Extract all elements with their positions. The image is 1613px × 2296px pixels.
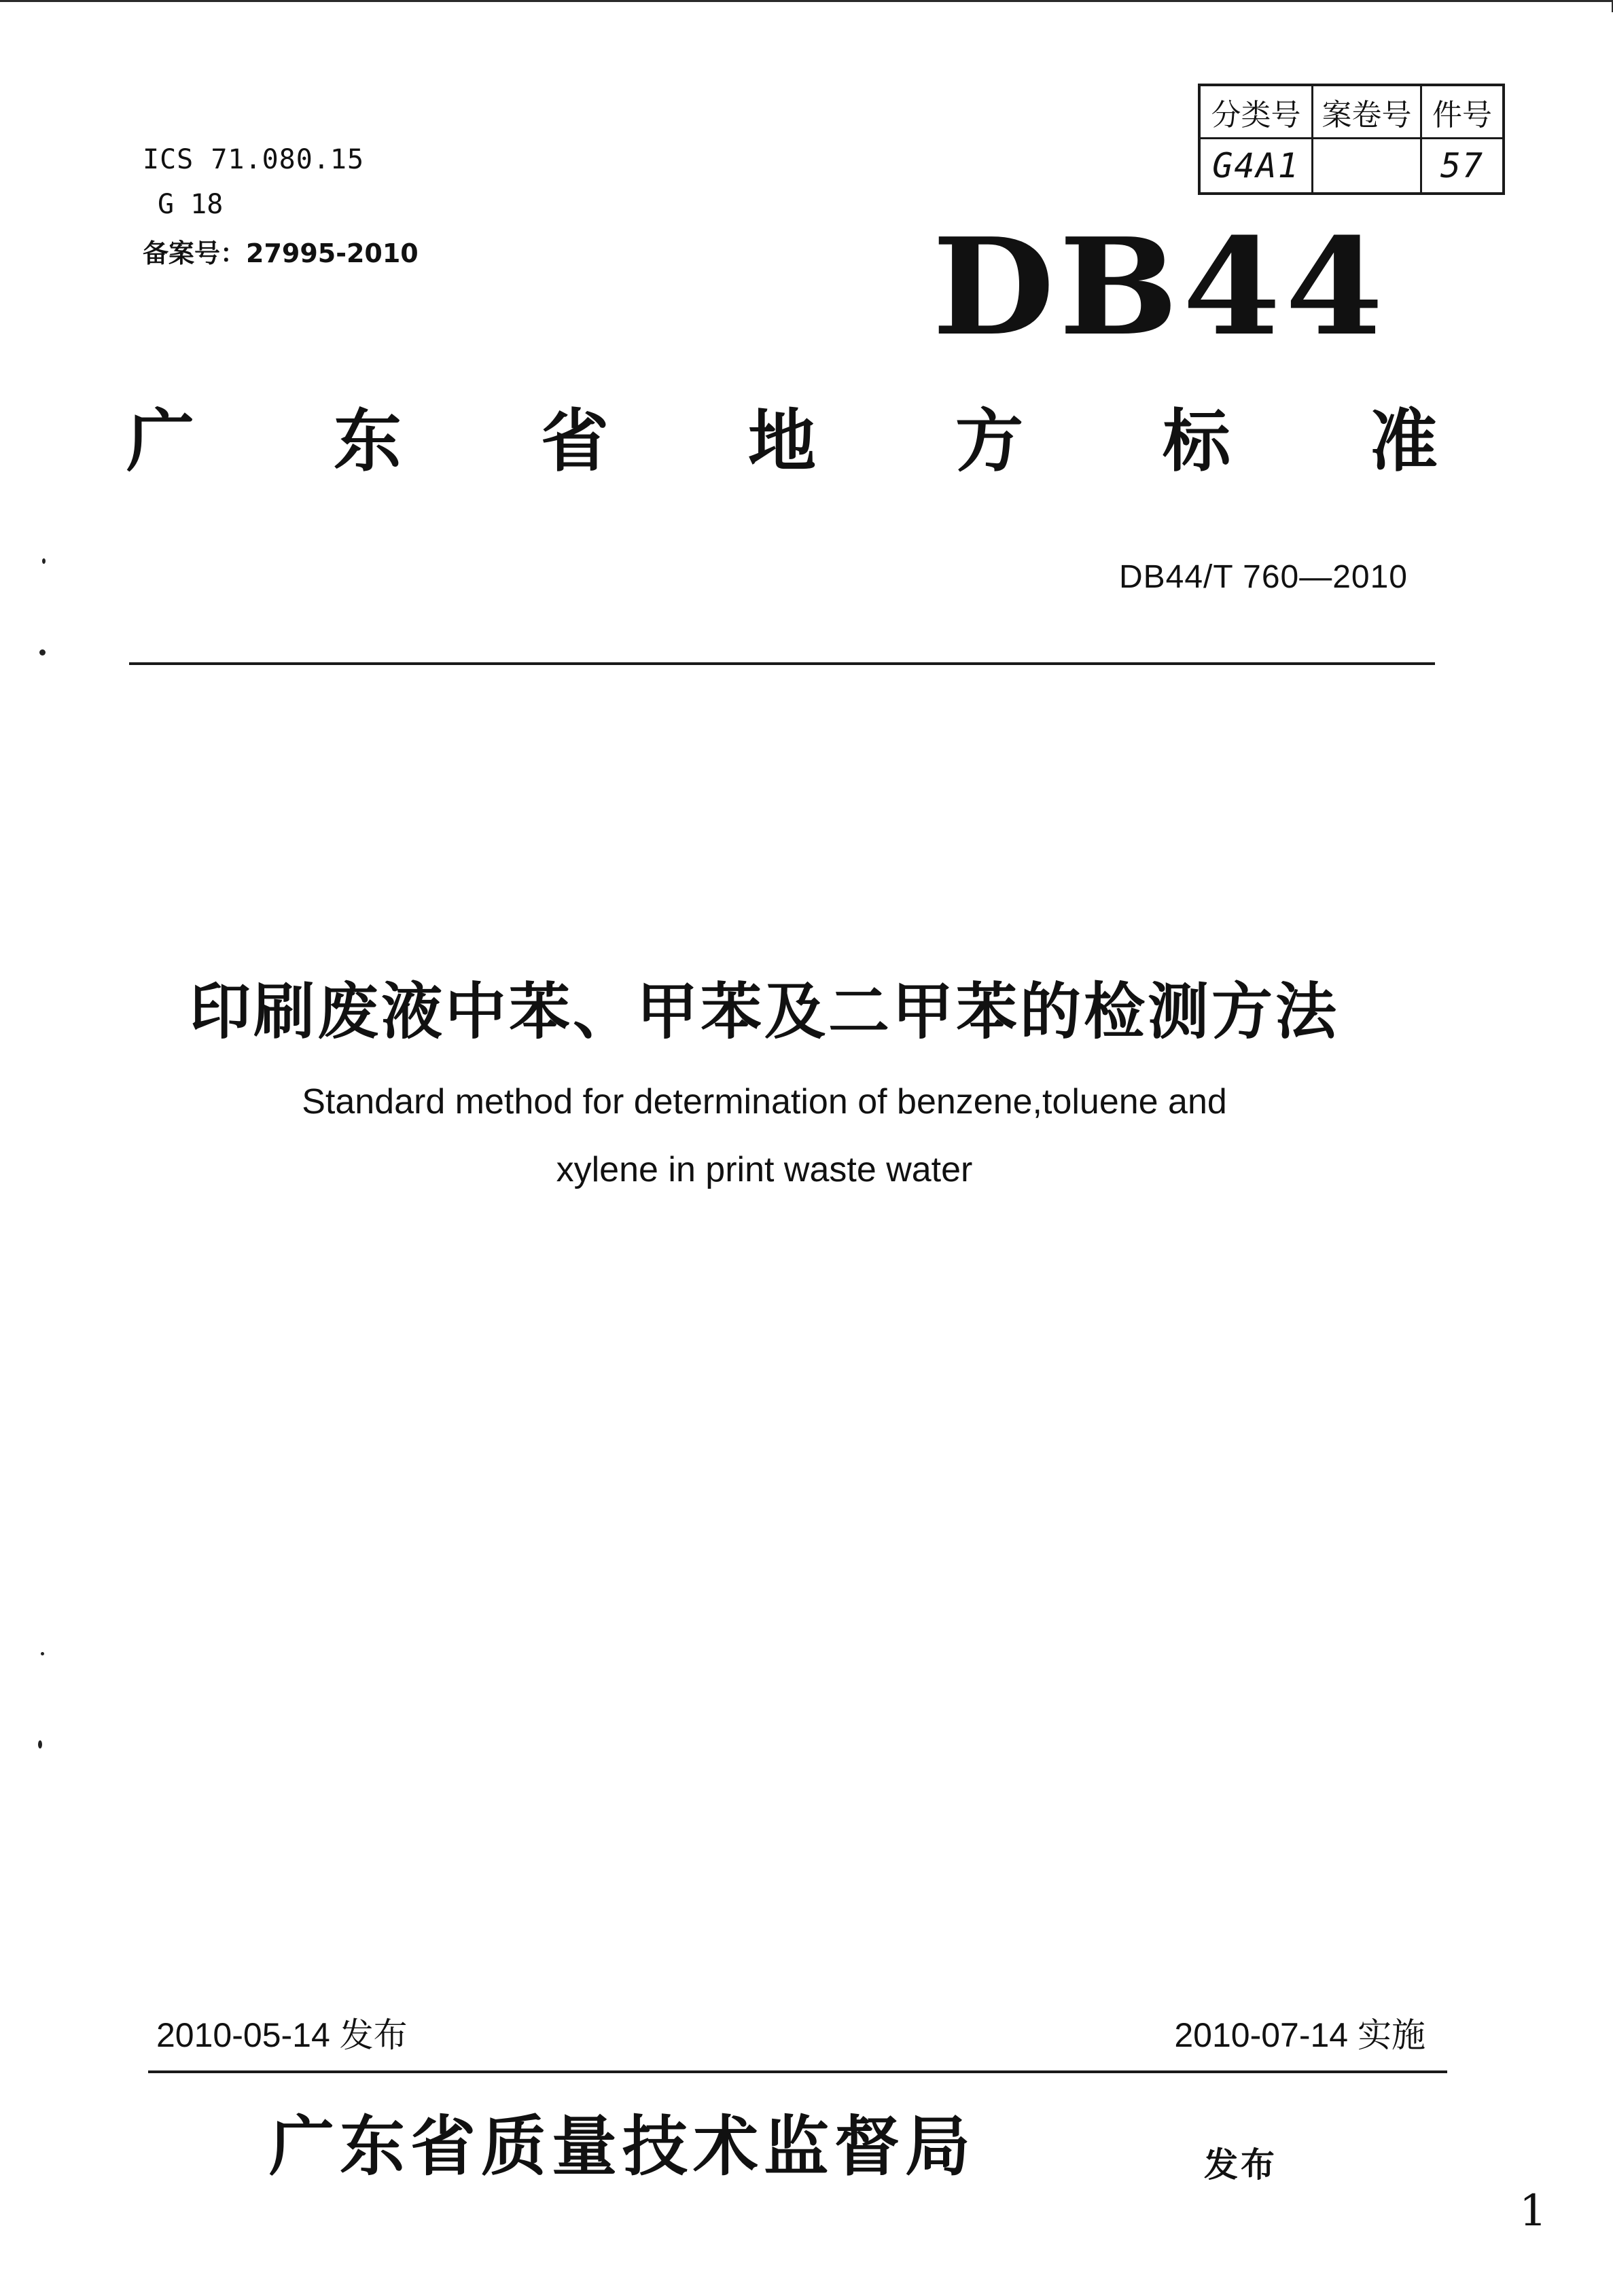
record-number: 备案号：27995-2010 (143, 238, 419, 268)
implementation-date: 2010-07-14 实施 (1174, 2016, 1425, 2054)
heading-char: 标 (1163, 401, 1230, 481)
archive-stamp (1198, 84, 1505, 195)
heading-char: 东 (334, 401, 402, 481)
title-english-line-2: xylene in print waste water (556, 1150, 973, 1189)
archive-header-file: 案卷号 (1313, 86, 1422, 139)
standard-number: DB44/T 760—2010 (1118, 559, 1408, 595)
ccs-code: G 18 (158, 189, 224, 220)
standard-type-heading (126, 401, 1438, 481)
heading-char: 地 (748, 401, 816, 481)
scan-speck (38, 1740, 42, 1748)
scan-speck (39, 649, 46, 656)
publish-label: 发布 (1204, 2145, 1277, 2185)
scan-edge-top (0, 0, 1613, 2)
title-english (0, 1068, 1529, 1204)
archive-header-item: 件号 (1422, 86, 1502, 139)
heading-char: 方 (955, 401, 1023, 481)
title-chinese: 印刷废液中苯、甲苯及二甲苯的检测方法 (190, 976, 1339, 1047)
heading-char: 准 (1370, 401, 1438, 481)
footer-divider (148, 2070, 1447, 2073)
scan-speck (42, 558, 46, 564)
db44-logo: DB44 (932, 209, 1388, 365)
header-divider (129, 662, 1435, 665)
page-number: 1 (1519, 2186, 1547, 2236)
heading-char: 省 (541, 401, 609, 481)
heading-char: 广 (126, 401, 194, 481)
archive-value-file (1313, 139, 1422, 192)
title-english-line-1: Standard method for determination of benzene,toluene and (302, 1082, 1227, 1122)
archive-value-item: 57 (1440, 146, 1485, 185)
archive-header-category: 分类号 (1201, 86, 1313, 139)
ics-code: ICS 71.080.15 (143, 144, 365, 175)
issue-date: 2010-05-14 发布 (156, 2016, 408, 2054)
archive-value-category: G4A1 (1201, 139, 1313, 192)
scan-speck (41, 1652, 44, 1655)
issuing-authority: 广东省质量技术监督局 (269, 2108, 976, 2185)
